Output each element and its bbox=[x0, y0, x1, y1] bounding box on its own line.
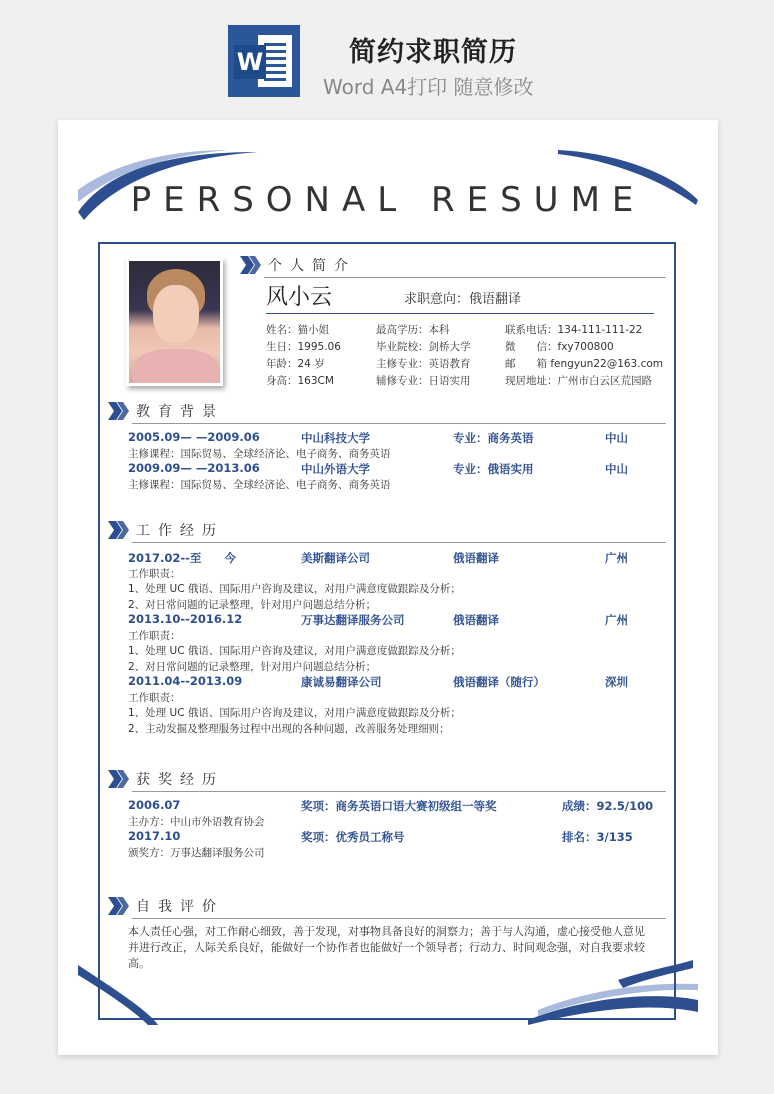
edu-city: 中山 bbox=[605, 431, 628, 445]
self-eval-text: 本人责任心强，对工作耐心细致，善于发现，对事物具备良好的洞察力；善于与人沟通，虚心接受他人意见并进行改正，人际关系良好，能做好一个协作者也能做好一个领导者；行动力、时间观念强，对自我要求较高。 bbox=[128, 925, 645, 970]
profile-photo bbox=[126, 258, 223, 386]
double-chevron-icon bbox=[108, 402, 130, 420]
work-duty: 1、处理 UC 俄语、国际用户咨询及建议，对用户满意度做跟踪及分析； bbox=[128, 645, 461, 657]
section-header-work bbox=[108, 519, 666, 541]
work-date: 2017.02--至 今 bbox=[128, 551, 236, 565]
work-duty: 1、处理 UC 俄语、国际用户咨询及建议，对用户满意度做跟踪及分析； bbox=[128, 707, 461, 719]
info-field: 微 信：fxy700800 bbox=[505, 341, 614, 353]
award-org: 颁奖方：万事达翻译服务公司 bbox=[128, 847, 265, 859]
work-company: 美斯翻译公司 bbox=[301, 551, 370, 565]
word-logo-icon bbox=[228, 25, 300, 97]
section-header-self-eval bbox=[108, 895, 666, 917]
info-field: 联系电话：134-111-111-22 bbox=[505, 324, 643, 336]
edu-school: 中山外语大学 bbox=[301, 462, 370, 476]
work-duty: 2、对日常问题的记录整理，针对用户问题总结分析； bbox=[128, 599, 377, 611]
info-field: 最高学历：本科 bbox=[376, 324, 450, 336]
edu-major: 专业：商务英语 bbox=[453, 431, 534, 445]
info-field: 现居地址：广州市白云区荒园路 bbox=[505, 375, 652, 387]
award-org: 主办方：中山市外语教育协会 bbox=[128, 816, 265, 828]
award-name: 奖项：优秀员工称号 bbox=[301, 830, 405, 844]
edu-school: 中山科技大学 bbox=[301, 431, 370, 445]
work-role: 俄语翻译（随行） bbox=[453, 675, 545, 689]
top-banner bbox=[0, 0, 774, 118]
double-chevron-icon bbox=[108, 897, 130, 915]
section-title: 教育背景 bbox=[136, 404, 224, 420]
work-date: 2013.10--2016.12 bbox=[128, 612, 243, 626]
edu-date: 2009.09— —2013.06 bbox=[128, 461, 260, 475]
work-company: 万事达翻译服务公司 bbox=[301, 613, 405, 627]
resume-title: PERSONAL RESUME bbox=[130, 180, 646, 220]
section-header-awards bbox=[108, 768, 666, 790]
double-chevron-icon bbox=[240, 256, 262, 274]
info-field: 姓名：猫小姐 bbox=[266, 324, 329, 336]
banner-subtitle: Word A4打印 随意修改 bbox=[323, 75, 534, 99]
work-duty: 2、主动发掘及整理服务过程中出现的各种问题，改善服务处理细则； bbox=[128, 723, 450, 735]
award-date: 2017.10 bbox=[128, 829, 181, 843]
work-duty: 2、对日常问题的记录整理，针对用户问题总结分析； bbox=[128, 661, 377, 673]
work-duty: 1、处理 UC 俄语、国际用户咨询及建议，对用户满意度做跟踪及分析； bbox=[128, 583, 461, 595]
award-result: 成绩：92.5/100 bbox=[562, 799, 654, 813]
info-field: 邮 箱 fengyun22@163.com bbox=[505, 358, 664, 370]
work-city: 深圳 bbox=[605, 675, 628, 689]
edu-courses: 主修课程：国际贸易、全球经济论、电子商务、商务英语 bbox=[128, 479, 391, 491]
award-result: 排名：3/135 bbox=[562, 830, 633, 844]
word-logo-letter: W bbox=[234, 45, 266, 79]
info-field: 辅修专业：日语实用 bbox=[376, 375, 471, 387]
work-city: 广州 bbox=[605, 551, 628, 565]
job-intent: 求职意向：俄语翻译 bbox=[404, 292, 522, 307]
work-city: 广州 bbox=[605, 613, 628, 627]
edu-city: 中山 bbox=[605, 462, 628, 476]
section-title: 自我评价 bbox=[136, 899, 224, 915]
work-duty-label: 工作职责： bbox=[128, 568, 181, 580]
work-duty-label: 工作职责： bbox=[128, 630, 181, 642]
double-chevron-icon bbox=[108, 770, 130, 788]
info-field: 主修专业：英语教育 bbox=[376, 358, 471, 370]
section-title: 个人简介 bbox=[268, 258, 356, 274]
work-role: 俄语翻译 bbox=[453, 551, 499, 565]
double-chevron-icon bbox=[108, 521, 130, 539]
applicant-name: 风小云 bbox=[266, 285, 333, 310]
section-title: 获奖经历 bbox=[136, 772, 224, 788]
work-role: 俄语翻译 bbox=[453, 613, 499, 627]
edu-courses: 主修课程：国际贸易、全球经济论、电子商务、商务英语 bbox=[128, 448, 391, 460]
work-duty-label: 工作职责： bbox=[128, 692, 181, 704]
info-field: 年龄：24 岁 bbox=[266, 358, 325, 370]
resume-page bbox=[58, 120, 718, 1055]
edu-date: 2005.09— —2009.06 bbox=[128, 430, 260, 444]
banner-title: 简约求职简历 bbox=[349, 37, 517, 68]
section-header-intro bbox=[240, 254, 666, 276]
section-header-education bbox=[108, 400, 666, 422]
work-company: 康诚易翻译公司 bbox=[301, 675, 382, 689]
work-date: 2011.04--2013.09 bbox=[128, 674, 243, 688]
award-name: 奖项：商务英语口语大赛初级组一等奖 bbox=[301, 799, 497, 813]
info-field: 毕业院校：剑桥大学 bbox=[376, 341, 471, 353]
edu-major: 专业：俄语实用 bbox=[453, 462, 534, 476]
award-date: 2006.07 bbox=[128, 798, 181, 812]
section-title: 工作经历 bbox=[136, 523, 224, 539]
info-field: 生日：1995.06 bbox=[266, 341, 341, 353]
info-field: 身高：163CM bbox=[266, 375, 334, 387]
